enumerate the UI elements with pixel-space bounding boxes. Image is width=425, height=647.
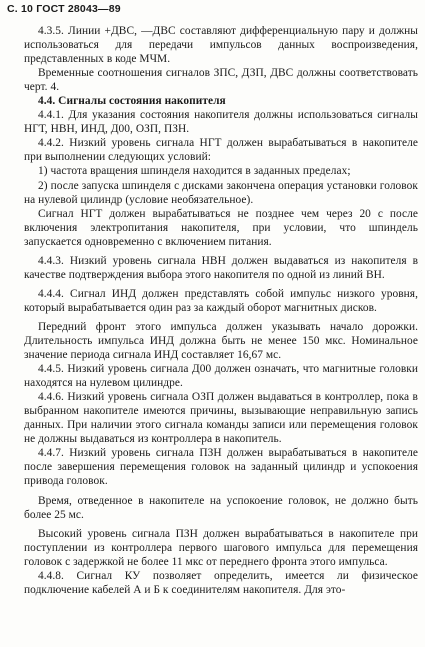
list-item-1: 1) частота вращения шпинделя находится в заданных пределах; <box>38 165 351 178</box>
paragraph-4-4-2: 4.4.2. Низкий уровень сигнала НГТ должен вырабатываться в накопителе при выполнении следующих условий: <box>24 137 418 164</box>
paragraph-front-edge: Передний фронт этого импульса должен указывать начало дорожки. Длительность импульса ИНД должна быть не менее 150 мкс. Номинальное значение периода сигнала ИНД составляет 16,67 мс. <box>24 320 418 362</box>
paragraph-4-4-3: 4.4.3. Низкий уровень сигнала НВН должен выдаваться из накопителя в качестве подтверждения выбора этого накопителя по одной из линий ВН. <box>24 254 418 281</box>
page-header: С. 10 ГОСТ 28043—89 <box>7 3 121 15</box>
section-heading-4-4: 4.4. Сигналы состояния накопителя <box>38 95 226 108</box>
paragraph-4-4-6: 4.4.6. Низкий уровень сигнала ОЗП должен выдаваться в контроллер, пока в выбранном накопителе имеются причины, вызывающие неправильную запись данных. При наличии этого сигнала команды записи или перемещения головок не должны выдаваться из контроллера в накопитель. <box>24 391 418 446</box>
paragraph-ngt-signal: Сигнал НГТ должен вырабатываться не позднее чем через 20 с после включения электропитания накопителя, при условии, что шпиндель запускается одновременно с включением питания. <box>24 207 418 248</box>
paragraph-4-4-5: 4.4.5. Низкий уровень сигнала Д00 должен означать, что магнитные головки находятся на нулевом цилиндре. <box>24 363 418 390</box>
paragraph-pzn-high: Высокий уровень сигнала ПЗН должен вырабатываться в накопителе при поступлении из контроллера первого шагового импульса для перемещения головок с задержкой не более 11 мкс от переднего фронта этого импульса. <box>24 527 418 568</box>
paragraph-4-4-7: 4.4.7. Низкий уровень сигнала ПЗН должен вырабатываться в накопителе после завершения перемещения головок на заданный цилиндр и успокоения привода головок. <box>24 447 418 488</box>
paragraph-timing-ref: Временные соотношения сигналов ЗПС, ДЗП, ДВС должны соответствовать черт. 4. <box>24 67 418 94</box>
paragraph-4-4-1: 4.4.1. Для указания состояния накопителя должны использоваться сигналы НГТ, НВН, ИНД, Д00, ОЗП, ПЗН. <box>24 109 418 136</box>
paragraph-4-4-8: 4.4.8. Сигнал КУ позволяет определить, имеется ли физическое подключение кабелей А и Б к соединителям накопителя. Для это- <box>24 569 418 596</box>
list-item-2: 2) после запуска шпинделя с дисками закончена операция установки головок на нулевой цилиндр (условие необязательное). <box>24 179 418 206</box>
document-body <box>24 24 418 597</box>
paragraph-4-4-4: 4.4.4. Сигнал ИНД должен представлять собой импульс низкого уровня, который вырабатывается один раз за каждый оборот магнитных дисков. <box>24 287 418 314</box>
paragraph-4-3-5: 4.3.5. Линии +ДВС, —ДВС составляют дифференциальную пару и должны использоваться для передачи импульсов данных воспроизведения, представленных в коде МЧМ. <box>24 25 418 66</box>
paragraph-settling-time: Время, отведенное в накопителе на успокоение головок, не должно быть более 25 мс. <box>24 494 418 521</box>
